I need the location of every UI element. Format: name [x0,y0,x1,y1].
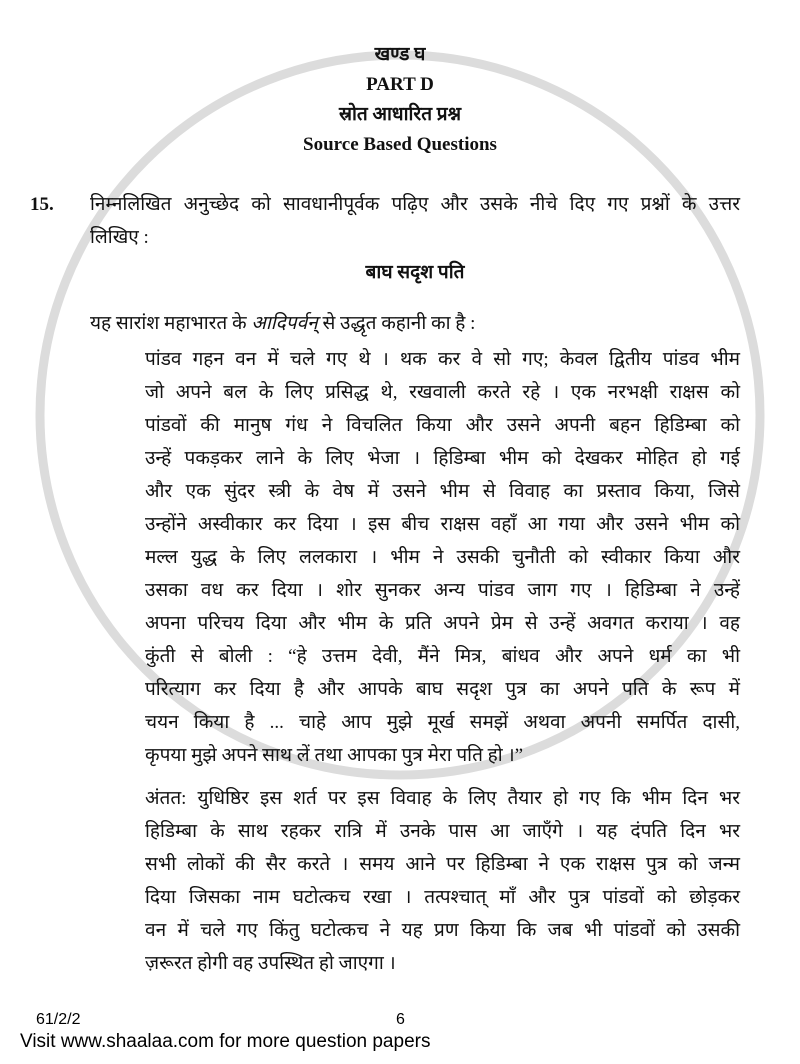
question-block [0,188,800,980]
footer-row [0,1010,800,1030]
passage-line: पांडव गहन वन में चले गए थे । थक कर वे सो गए; केवल द्वितीय पांडव भीम [145,349,740,370]
passage-line: उन्होंने अस्वीकार कर दिया । इस बीच राक्षस वहाँ आ गया और उसने भीम को [145,514,740,535]
passage-line: उसका वध कर दिया । शोर सुनकर अन्य पांडव जाग गए । हिडिम्बा ने उन्हें [145,580,740,601]
passage-line: और एक सुंदर स्त्री के वेष में उसने भीम से विवाह का प्रस्ताव किया, जिसे [145,481,740,502]
instruction-line: निम्नलिखित अनुच्छेद को सावधानीपूर्वक पढ़िए और उसके नीचे दिए गए प्रश्नों के उत्तर [90,194,740,215]
passage-paragraph-2 [90,782,740,980]
intro-prefix: यह सारांश महाभारत के [90,313,252,334]
title-english: Source Based Questions [303,134,497,155]
passage-line: सभी लोकों की सैर करते । समय आने पर हिडिम्बा ने एक राक्षस पुत्र को जन्म [145,854,740,875]
passage-line: परित्याग कर दिया है और आपके बाघ सदृश पुत्र का अपने पति के रूप में [145,679,740,700]
instruction-line: लिखिए : [90,227,149,248]
intro-suffix: से उद्धृत कहानी का है : [317,313,476,334]
section-heading-english: PART D [366,74,434,95]
question-number: 15. [30,194,54,215]
visit-link[interactable]: Visit www.shaalaa.com for more question papers [20,1031,431,1052]
passage-line: कृपया मुझे अपने साथ लें तथा आपका पुत्र मेरा पति हो ।” [145,745,524,766]
passage-line: हिडिम्बा के साथ रहकर रात्रि में उनके पास आ जाएँगे । यह दंपति दिन भर [145,821,740,842]
passage-line: जो अपने बल के लिए प्रसिद्ध थे, रखवाली करते रहे । एक नरभक्षी राक्षस को [145,382,740,403]
intro-italic: आदिपर्वन् [251,313,318,334]
passage-paragraph-1 [90,343,740,772]
passage-line: चयन किया है ... चाहे आप मुझे मूर्ख समझें अथवा अपनी समर्पित दासी, [145,712,740,733]
passage-line: मल्ल युद्ध के लिए ललकारा । भीम ने उसकी चुनौती को स्वीकार किया और [145,547,740,568]
paper-code: 61/2/2 [36,1011,81,1028]
question-body [90,188,740,980]
passage-line: ज़रूरत होगी वह उपस्थित हो जाएगा । [145,953,396,974]
title-hindi: स्रोत आधारित प्रश्न [338,104,462,125]
passage-intro [90,307,740,340]
section-heading-hindi: खण्ड घ [374,44,426,65]
passage-line: कुंती से बोली : “हे उत्तम देवी, मैंने मित्र, बांधव और अपने धर्म का भी [145,646,740,667]
page-number: 6 [396,1011,405,1028]
passage-line: दिया जिसका नाम घटोत्कच रखा । तत्पश्चात् माँ और पुत्र पांडवों को छोड़कर [145,887,740,908]
passage-line: वन में चले गए किंतु घटोत्कच ने यह प्रण किया कि जब भी पांडवों को उसकी [145,920,740,941]
passage-line: अंतत: युधिष्ठिर इस शर्त पर इस विवाह के लिए तैयार हो गए कि भीम दिन भर [145,788,740,809]
passage-line: उन्हें पकड़कर लाने के लिए भेजा । हिडिम्बा भीम को देखकर मोहित हो गई [145,448,740,469]
passage-line: पांडवों की मानुष गंध ने विचलित किया और उसने अपनी बहन हिडिम्बा को [145,415,740,436]
passage-title: बाघ सदृश पति [365,262,465,283]
passage-line: अपना परिचय दिया और भीम के प्रति अपने प्रेम से उन्हें अवगत कराया । वह [145,613,740,634]
